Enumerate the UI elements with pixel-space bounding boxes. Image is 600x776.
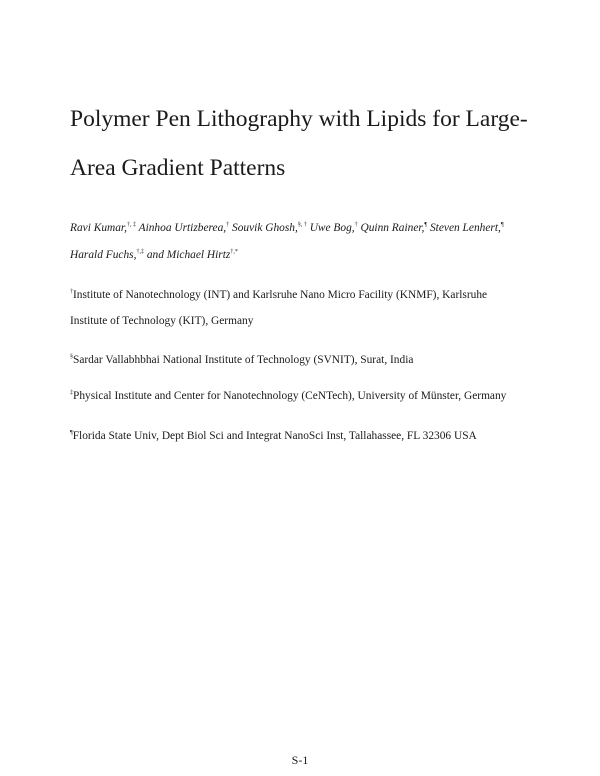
author-list-line-1 [70,222,504,234]
author-affiliation-mark: §, † [297,222,307,229]
author-name: Souvik Ghosh, [232,222,298,234]
author-affiliation-mark: ¶ [500,222,504,229]
author-affiliation-mark: ¶ [424,222,428,229]
author-affiliation-mark: †,* [230,249,238,256]
affiliation-mark: ¶ [70,430,73,437]
affiliation-text: Sardar Vallabhbhai National Institute of Technology (SVNIT), Surat, India [73,354,414,366]
paper-title-line-2: Area Gradient Patterns [70,155,286,181]
affiliation-mark: † [70,289,73,296]
author-name: Ainhoa Urtizberea, [138,222,227,234]
author-affiliation-mark: †,‡ [136,249,144,256]
affiliation-text: Institute of Nanotechnology (INT) and Karlsruhe Nano Micro Facility (KNMF), Karlsruhe [73,289,488,301]
affiliation-kit-line-2: Institute of Technology (KIT), Germany [70,315,254,327]
affiliation-mark: § [70,354,73,361]
paper-title-line-1: Polymer Pen Lithography with Lipids for Large- [70,106,528,132]
affiliation-kit-line-1 [70,289,487,301]
affiliation-text: Physical Institute and Center for Nanotechnology (CeNTech), University of Münster, Germany [73,390,507,402]
page-number: S-1 [291,753,309,767]
affiliation-muenster [70,390,506,402]
author-affiliation-mark: † [226,222,230,229]
author-name: Uwe Bog, [309,222,355,234]
author-name: Steven Lenhert, [429,222,501,234]
author-name: Quinn Rainer, [360,222,425,234]
affiliation-svnit [70,354,413,366]
author-name: and Michael Hirtz [146,249,231,261]
affiliation-mark: ‡ [70,390,73,397]
author-name: Harald Fuchs, [70,249,137,261]
author-name: Ravi Kumar, [70,222,127,234]
author-list-line-2 [70,249,238,261]
author-affiliation-mark: † [354,222,358,229]
affiliation-text: Florida State Univ, Dept Biol Sci and Integrat NanoSci Inst, Tallahassee, FL 32306 USA [72,430,477,442]
author-affiliation-mark: †, ‡ [126,222,136,229]
affiliation-fsu [70,430,477,442]
